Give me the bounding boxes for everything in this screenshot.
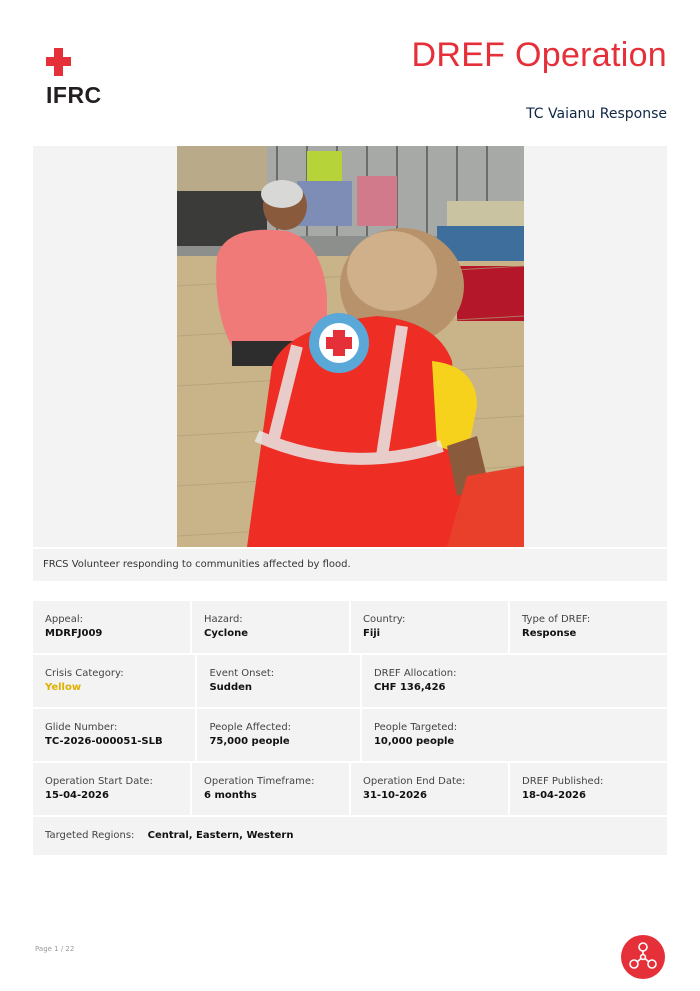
volunteer-photo xyxy=(177,146,524,547)
photo-caption: FRCS Volunteer responding to communities affected by flood. xyxy=(33,549,667,581)
ifrc-logo xyxy=(46,46,116,106)
details-row xyxy=(33,601,667,653)
dref-type-cell xyxy=(510,601,667,653)
timeframe-label: Operation Timeframe: xyxy=(204,776,315,787)
page-title: DREF Operation xyxy=(411,36,667,74)
start-date-cell xyxy=(33,763,190,815)
timeframe-cell xyxy=(192,763,349,815)
appeal-cell xyxy=(33,601,190,653)
red-cross-crescent-icon xyxy=(46,46,106,80)
dref-type-value: Response xyxy=(522,628,577,639)
hazard-cell xyxy=(192,601,349,653)
targeted-regions xyxy=(33,817,667,855)
glide-number-label: Glide Number: xyxy=(45,722,118,733)
glide-number-cell xyxy=(33,709,195,761)
event-onset-label: Event Onset: xyxy=(209,668,275,679)
appeal-value: MDRFJ009 xyxy=(45,628,103,639)
details-row xyxy=(33,763,667,815)
targeted-regions-value: Central, Eastern, Western xyxy=(147,830,294,841)
people-affected-cell xyxy=(197,709,359,761)
country-value: Fiji xyxy=(363,628,381,639)
crisis-category-cell xyxy=(33,655,195,707)
operation-details-grid xyxy=(33,601,667,817)
published-date-value: 18-04-2026 xyxy=(522,790,586,801)
logo-wordmark: IFRC xyxy=(46,82,102,108)
crisis-category-value: Yellow xyxy=(45,682,82,693)
details-row xyxy=(33,709,667,761)
hazard-value: Cyclone xyxy=(204,628,248,639)
start-date-label: Operation Start Date: xyxy=(45,776,153,787)
crisis-category-label: Crisis Category: xyxy=(45,668,124,679)
event-onset-cell xyxy=(197,655,359,707)
people-affected-label: People Affected: xyxy=(209,722,292,733)
glide-number-value: TC-2026-000051-SLB xyxy=(45,736,163,747)
dref-allocation-label: DREF Allocation: xyxy=(373,668,457,679)
published-date-cell xyxy=(510,763,667,815)
page-number: Page 1 / 22 xyxy=(35,945,75,953)
page-subtitle: TC Vaianu Response xyxy=(526,106,667,122)
dref-allocation-cell xyxy=(362,655,667,707)
country-label: Country: xyxy=(363,614,406,625)
people-targeted-value: 10,000 people xyxy=(373,736,455,747)
people-targeted-label: People Targeted: xyxy=(373,722,458,733)
country-cell xyxy=(351,601,508,653)
people-targeted-cell xyxy=(362,709,667,761)
people-affected-value: 75,000 people xyxy=(209,736,290,747)
published-date-label: DREF Published: xyxy=(522,776,604,787)
photo-panel xyxy=(33,146,667,547)
end-date-label: Operation End Date: xyxy=(363,776,466,787)
start-date-value: 15-04-2026 xyxy=(45,790,109,801)
dref-allocation-value: CHF 136,426 xyxy=(373,682,446,693)
dref-type-label: Type of DREF: xyxy=(522,614,591,625)
event-onset-value: Sudden xyxy=(209,682,253,693)
go-network-icon xyxy=(621,935,665,979)
end-date-cell xyxy=(351,763,508,815)
end-date-value: 31-10-2026 xyxy=(363,790,427,801)
hazard-label: Hazard: xyxy=(204,614,243,625)
targeted-regions-label: Targeted Regions: xyxy=(45,830,135,841)
details-row xyxy=(33,655,667,707)
timeframe-value: 6 months xyxy=(204,790,257,801)
appeal-label: Appeal: xyxy=(45,614,83,625)
